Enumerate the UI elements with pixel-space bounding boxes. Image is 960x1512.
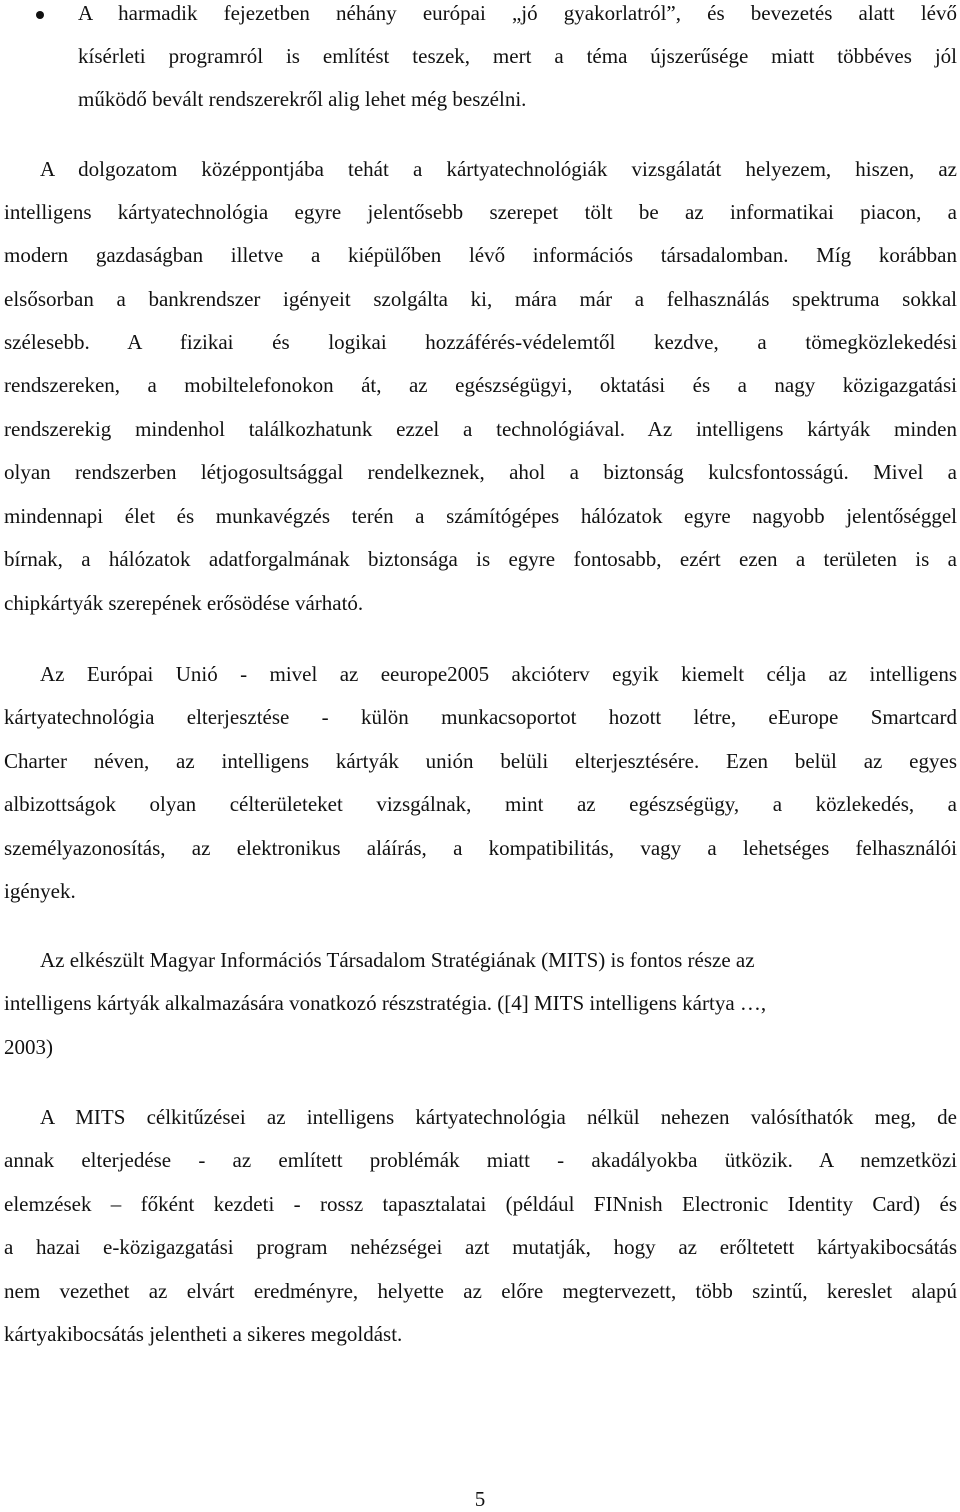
text-line: nem vezethet az elvárt eredményre, helyette az előre megtervezett, több szintű, kereslet alapú	[4, 1279, 957, 1303]
text-line: elemzések – főként kezdeti - rossz tapasztalatai (például FINnish Electronic Identity Card) és	[4, 1192, 957, 1216]
text-line: 2003)	[4, 1035, 53, 1059]
text-line: Az Európai Unió - mivel az eeurope2005 akcióterv egyik kiemelt célja az intelligens	[40, 662, 957, 686]
text-line: rendszereken, a mobiltelefonokon át, az egészségügyi, oktatási és a nagy közigazgatási	[4, 373, 957, 397]
text-line: személyazonosítás, az elektronikus aláírás, a kompatibilitás, vagy a lehetséges felhasználói	[4, 836, 957, 860]
page-number: 5	[474, 1487, 486, 1511]
bullet-icon	[36, 11, 44, 19]
text-line: mindennapi élet és munkavégzés terén a számítógépes hálózatok egyre nagyobb jelentőséggel	[4, 504, 957, 528]
text-line: albizottságok olyan célterületeket vizsgálnak, mint az egészségügy, a közlekedés, a	[4, 792, 957, 816]
text-line: A MITS célkitűzései az intelligens kártyatechnológia nélkül nehezen valósíthatók meg, de	[40, 1105, 957, 1129]
text-line: olyan rendszerben létjogosultsággal rendelkeznek, ahol a biztonság kulcsfontosságú. Mivel a	[4, 460, 957, 484]
text-line: Az elkészült Magyar Információs Társadalom Stratégiának (MITS) is fontos része az	[40, 948, 755, 972]
text-line: modern gazdaságban illetve a kiépülőben lévő információs társadalomban. Míg korábban	[4, 243, 957, 267]
text-line: elsősorban a bankrendszer igényeit szolgálta ki, mára már a felhasználás spektruma sokkal	[4, 287, 957, 311]
text-line: bírnak, a hálózatok adatforgalmának biztonsága is egyre fontosabb, ezért ezen a területen is a	[4, 547, 957, 571]
text-line: A dolgozatom középpontjába tehát a kártyatechnológiák vizsgálatát helyezem, hiszen, az	[40, 157, 957, 181]
text-line: intelligens kártyatechnológia egyre jelentősebb szerepet tölt be az informatikai piacon, a	[4, 200, 957, 224]
text-line: annak elterjedése - az említett problémák miatt - akadályokba ütközik. A nemzetközi	[4, 1148, 957, 1172]
text-line: a hazai e-közigazgatási program nehézségei azt mutatják, hogy az erőltetett kártyakibocsátás	[4, 1235, 957, 1259]
text-line: kísérleti programról is említést teszek, mert a téma újszerűsége miatt többéves jól	[78, 44, 957, 68]
text-line: intelligens kártyák alkalmazására vonatkozó részstratégia. ([4] MITS intelligens kártya …,	[4, 991, 767, 1015]
text-line: kártyakibocsátás jelentheti a sikeres megoldást.	[4, 1322, 403, 1346]
text-line: rendszerekig mindenhol találkozhatunk ezzel a technológiával. Az intelligens kártyák minden	[4, 417, 957, 441]
text-line: igények.	[4, 879, 76, 903]
text-line: kártyatechnológia elterjesztése - külön munkacsoportot hozott létre, eEurope Smartcard	[4, 705, 957, 729]
text-line: A harmadik fejezetben néhány európai „jó gyakorlatról”, és bevezetés alatt lévő	[78, 1, 957, 25]
text-line: szélesebb. A fizikai és logikai hozzáférés-védelemtől kezdve, a tömegközlekedési	[4, 330, 957, 354]
text-line: Charter néven, az intelligens kártyák unión belüli elterjesztésére. Ezen belül az egyes	[4, 749, 957, 773]
text-line: chipkártyák szerepének erősödése várható.	[4, 591, 364, 615]
text-line: működő bevált rendszerekről alig lehet még beszélni.	[78, 87, 527, 111]
